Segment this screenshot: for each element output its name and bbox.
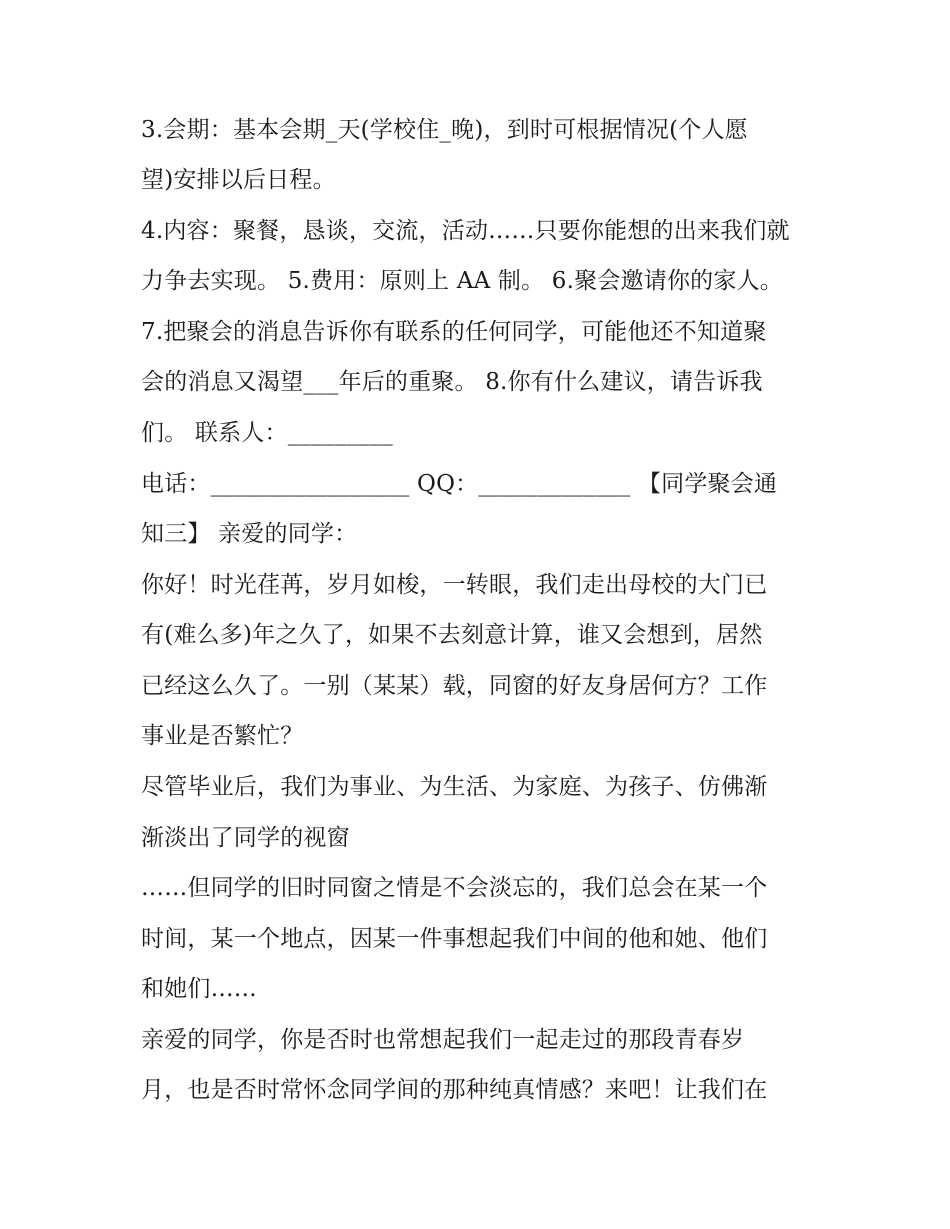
text-line: 们。 联系人：_________ — [141, 420, 394, 446]
text-line: 知三】 亲爱的同学： — [141, 521, 358, 547]
text-line: 事业是否繁忙？ — [141, 723, 304, 749]
text-line: 和她们…… — [141, 976, 257, 1002]
text-line: 有(难么多)年之久了，如果不去刻意计算，谁又会想到，居然 — [141, 622, 763, 648]
text-line: 尽管毕业后，我们为事业、为生活、为家庭、为孩子、仿佛渐 — [141, 774, 768, 800]
text-line: 望)安排以后日程。 — [141, 167, 336, 193]
text-line: 4.内容：聚餐，恳谈，交流，活动……只要你能想的出来我们就 — [141, 218, 790, 244]
text-line: 3.会期：基本会期_天(学校住_晚)，到时可根据情况(个人愿 — [141, 117, 748, 143]
text-line: 力争去实现。 5.费用：原则上 AA 制。 6.聚会邀请你的家人。 — [141, 268, 783, 294]
text-line: 你好！时光荏苒，岁月如梭，一转眼，我们走出母校的大门已 — [141, 572, 768, 598]
text-line: 时间，某一个地点，因某一件事想起我们中间的他和她、他们 — [141, 926, 768, 952]
text-line: 电话：_________________ QQ：_____________ 【同学聚会通 — [141, 471, 778, 497]
text-line: 会的消息又渴望___年后的重聚。 8.你有什么建议，请告诉我 — [141, 369, 763, 395]
text-line: 月，也是否时常怀念同学间的那种纯真情感？来吧！让我们在 — [141, 1077, 768, 1103]
text-line: 渐淡出了同学的视窗 — [141, 825, 350, 851]
text-line: 7.把聚会的消息告诉你有联系的任何同学，可能他还不知道聚 — [141, 319, 767, 345]
text-line: 亲爱的同学，你是否时也常想起我们一起走过的那段青春岁 — [141, 1027, 745, 1053]
text-line: ……但同学的旧时同窗之情是不会淡忘的，我们总会在某一个 — [141, 875, 768, 901]
text-line: 已经这么久了。一别（某某）载，同窗的好友身居何方？工作 — [141, 673, 768, 699]
